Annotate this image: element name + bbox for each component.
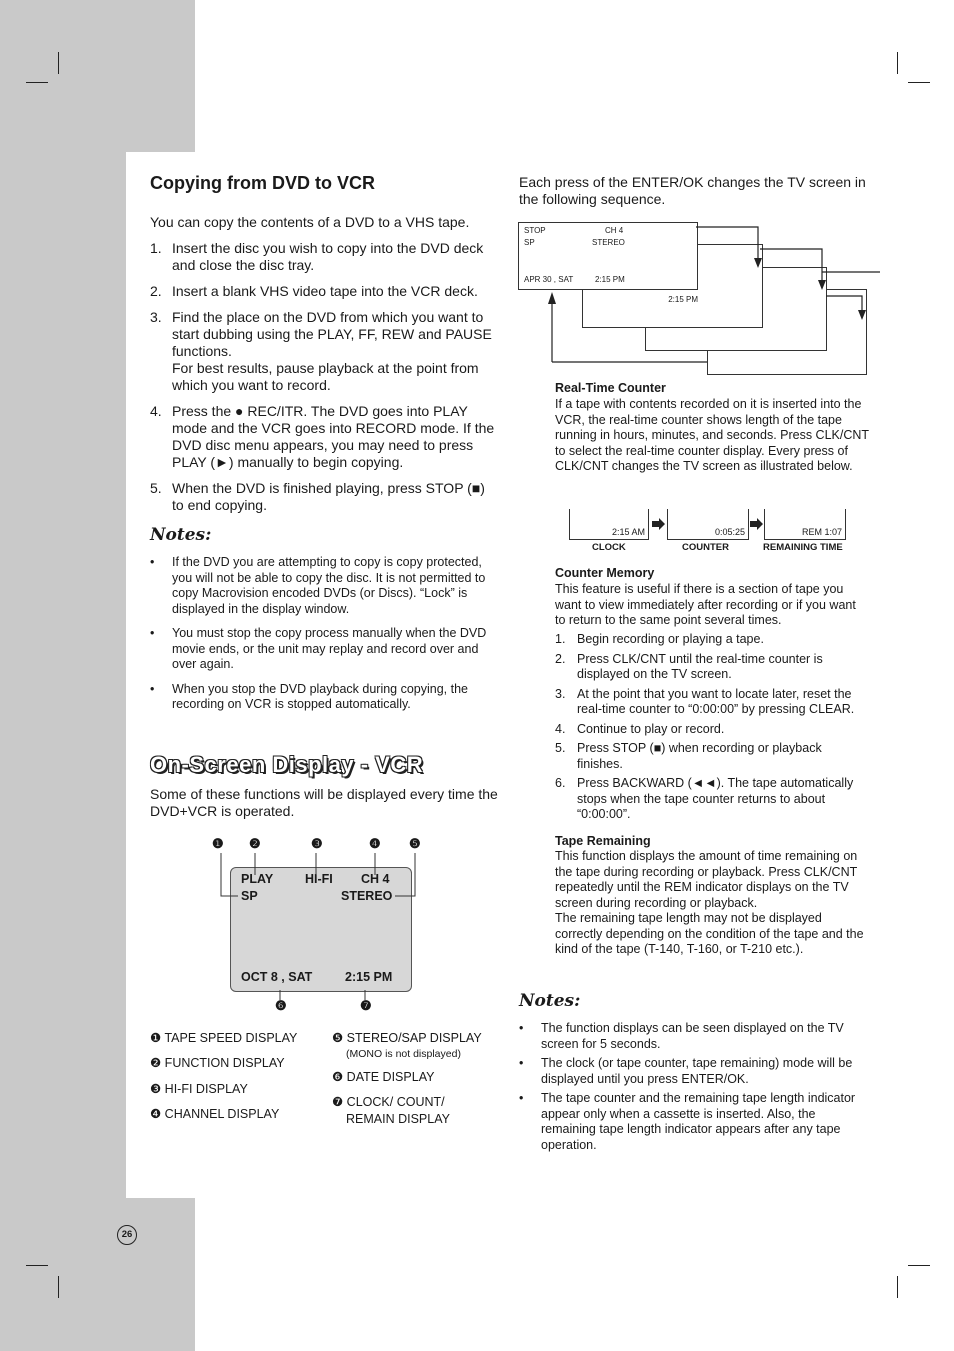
sequence-arrows — [540, 220, 880, 370]
osd-time: 2:15 PM — [345, 970, 393, 984]
osd-stereo: STEREO — [341, 889, 393, 903]
legend-tape-speed: ❶ TAPE SPEED DISPLAY — [150, 1031, 298, 1045]
note-item: • The function displays can be seen displayed on the TV screen for 5 seconds. — [519, 1021, 869, 1052]
copy-notes-title: Notes: — [150, 525, 212, 545]
copy-step: 2. Insert a blank VHS video tape into the VCR deck. — [150, 283, 478, 299]
marker-7: ❼ — [360, 998, 372, 1013]
osd-intro: Some of these functions will be displayed every time the DVD+VCR is operated. — [150, 786, 498, 819]
legend-stereo-sub: (MONO is not displayed) — [346, 1048, 461, 1060]
counter-caption-counter: COUNTER — [682, 542, 729, 553]
cm-step: 3. At the point that you want to locate later, reset the real-time counter to “0:00:00” by pressing CLEAR. — [555, 686, 855, 716]
osd-hifi: HI-FI — [305, 872, 333, 886]
margin-band-top — [0, 0, 195, 152]
marker-1: ❶ — [212, 836, 224, 851]
cm-step: 1. Begin recording or playing a tape. — [555, 632, 764, 646]
osd-channel: CH 4 — [361, 872, 390, 886]
osd-function: PLAY — [241, 872, 274, 886]
seq-screen-1: STOP CH 4 SP STEREO APR 30 , SAT 2:15 PM — [518, 222, 698, 290]
page-number: 26 — [117, 1225, 137, 1245]
tr-text-2: The remaining tape length may not be displayed correctly depending on the condition of the tape and the kind of the tape (T-140, T-160, or T-210 etc.). — [555, 911, 864, 956]
cm-title: Counter Memory — [555, 566, 655, 580]
copy-step: 5. When the DVD is finished playing, press STOP (■) to end copying. — [150, 480, 485, 513]
counter-remaining-screen: REM 1:07 — [764, 509, 846, 540]
copy-steps — [150, 240, 498, 523]
cm-text: This feature is useful if there is a section of tape you want to view immediately after recording or if you want to return to the same point several times. — [555, 582, 856, 627]
rtc-text: If a tape with contents recorded on it is inserted into the VCR, the real-time counter shows length of the tape running in hours, minutes, and seconds. Press CLK/CNT to select the real-time counter display. Every press of CLK/CNT changes the TV screen as illustrated below. — [555, 397, 869, 473]
note-item: • When you stop the DVD playback during copying, the recording on VCR is stopped automatically. — [150, 682, 500, 713]
legend-clock-2: REMAIN DISPLAY — [346, 1112, 450, 1126]
right-notes — [519, 1021, 869, 1157]
margin-band-left — [0, 152, 126, 1198]
copy-section-title: Copying from DVD to VCR — [150, 173, 375, 193]
marker-3: ❸ — [311, 836, 323, 851]
legend-channel: ❹ CHANNEL DISPLAY — [150, 1107, 280, 1121]
counter-caption-remaining: REMAINING TIME — [763, 542, 843, 553]
counter-caption-clock: CLOCK — [592, 542, 626, 553]
tr-title: Tape Remaining — [555, 834, 651, 848]
copy-notes — [150, 555, 500, 722]
copy-step: 3. Find the place on the DVD from which you want to start dubbing using the PLAY, FF, REW and PAUSE functions. For best results, pause playback at the point from which you want to record. — [150, 309, 492, 393]
cm-step: 4. Continue to play or record. — [555, 721, 725, 736]
counter-arrows — [650, 517, 765, 533]
legend-date: ❻ DATE DISPLAY — [332, 1070, 435, 1084]
legend-hifi: ❸ HI-FI DISPLAY — [150, 1082, 248, 1096]
note-item: • The tape counter and the remaining tape length indicator appear only when a cassette is inserted. Also, the remaining tape length indicator appears after any tape operation. — [519, 1091, 869, 1153]
osd-leader-lines — [200, 845, 430, 1020]
marker-2: ❷ — [249, 836, 261, 851]
rtc-title: Real-Time Counter — [555, 381, 666, 395]
note-item: • You must stop the copy process manually when the DVD movie ends, or the unit may replay and record over and over again. — [150, 626, 500, 673]
legend-function: ❷ FUNCTION DISPLAY — [150, 1056, 285, 1070]
sequence-intro: Each press of the ENTER/OK changes the TV screen in the following sequence. — [519, 174, 866, 207]
marker-6: ❻ — [275, 998, 287, 1013]
osd-date: OCT 8 , SAT — [241, 970, 313, 984]
copy-step: 4. Press the ● REC/ITR. The DVD goes into PLAY mode and the VCR goes into RECORD mode. If the DVD disc menu appears, you may need to press PLAY (►) manually to begin copying. — [150, 403, 495, 470]
seq-screen-2: 2:15 PM — [582, 244, 763, 328]
right-notes-title: Notes: — [519, 991, 581, 1011]
copy-step: 1. Insert the disc you wish to copy into the DVD deck and close the disc tray. — [150, 240, 484, 273]
legend-clock: ❼ CLOCK/ COUNT/ — [332, 1095, 445, 1109]
copy-intro: You can copy the contents of a DVD to a VHS tape. — [150, 214, 470, 230]
cm-steps — [555, 632, 869, 827]
note-item: • The clock (or tape counter, tape remaining) mode will be displayed until you press ENTER/OK. — [519, 1056, 869, 1087]
osd-section-title: On-Screen Display - VCR — [150, 752, 424, 777]
note-item: • If the DVD you are attempting to copy is copy protected, you will not be able to copy the disc. It is not permitted to copy Macrovision encoded DVDs (or Discs). “Lock” is displayed in the display window. — [150, 555, 500, 617]
counter-clock-screen: 2:15 AM — [569, 509, 649, 540]
legend-stereo: ❺ STEREO/SAP DISPLAY — [332, 1031, 482, 1045]
cm-step: 5. Press STOP (■) when recording or playback finishes. — [555, 741, 822, 771]
marker-4: ❹ — [369, 836, 381, 851]
tr-text: This function displays the amount of time remaining on the tape during recording or playback. Press CLK/CNT repeatedly until the REM indicator displays on the TV screen during recording or playback. — [555, 849, 858, 910]
cm-step: 6. Press BACKWARD (◄◄). The tape automatically stops when the tape counter returns to about “0:00:00”. — [555, 776, 854, 821]
margin-band-bottom — [0, 1198, 195, 1351]
cm-step: 2. Press CLK/CNT until the real-time counter is displayed on the TV screen. — [555, 651, 823, 681]
counter-counter-screen: 0:05:25 — [667, 509, 749, 540]
osd-tape-speed: SP — [241, 889, 258, 903]
marker-5: ❺ — [409, 836, 421, 851]
